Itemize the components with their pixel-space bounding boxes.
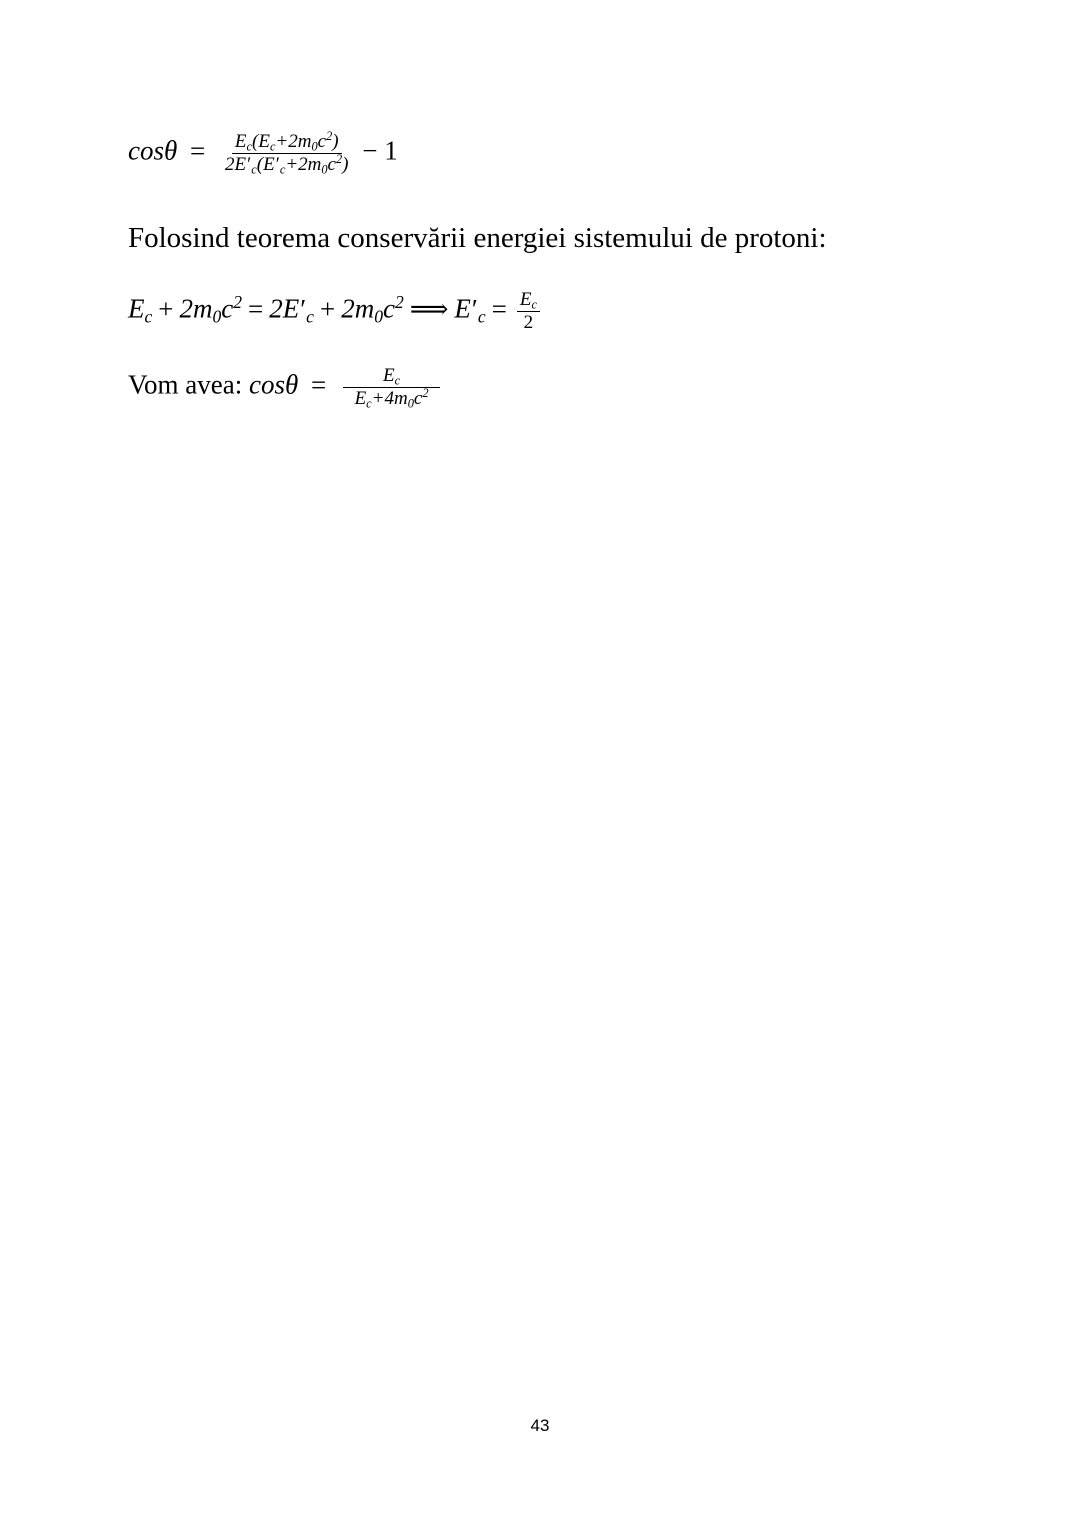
- eq3-numerator: $E_c$: [343, 366, 440, 388]
- eq3-prefix: Vom avea:: [128, 369, 243, 400]
- page-number: 43: [530, 1416, 550, 1435]
- eq1-tail: − 1: [362, 135, 398, 166]
- eq1-numerator: $E_c(E_c+2m_0c^2)$: [232, 132, 342, 154]
- eq1-denominator: $2E'_c(E'_c+2m_0c^2)$: [225, 152, 349, 177]
- eq3-fraction: [343, 366, 440, 409]
- equation-result: [128, 366, 444, 409]
- eq3-lhs: cosθ: [248, 369, 299, 400]
- equation-energy-conservation: $E_c + 2m_0c^2 = 2E'_c + 2m_0c^2$ ⟹ $E'_c$ = $\frac{E_c}{2}$: [128, 290, 544, 333]
- eq3-equals: =: [311, 369, 327, 400]
- paragraph-text: Folosind teorema conservării energiei sistemului de protoni:: [128, 222, 827, 254]
- eq1-fraction: [222, 129, 351, 177]
- eq1-lhs: cosθ: [128, 135, 178, 166]
- equation-cos-theta-full: [128, 129, 398, 177]
- eq2-fraction: $\frac{E_c}{2}$: [517, 290, 540, 333]
- eq3-denominator: $E_c+4m_0c^2$: [354, 386, 429, 411]
- eq1-equals: =: [190, 135, 206, 166]
